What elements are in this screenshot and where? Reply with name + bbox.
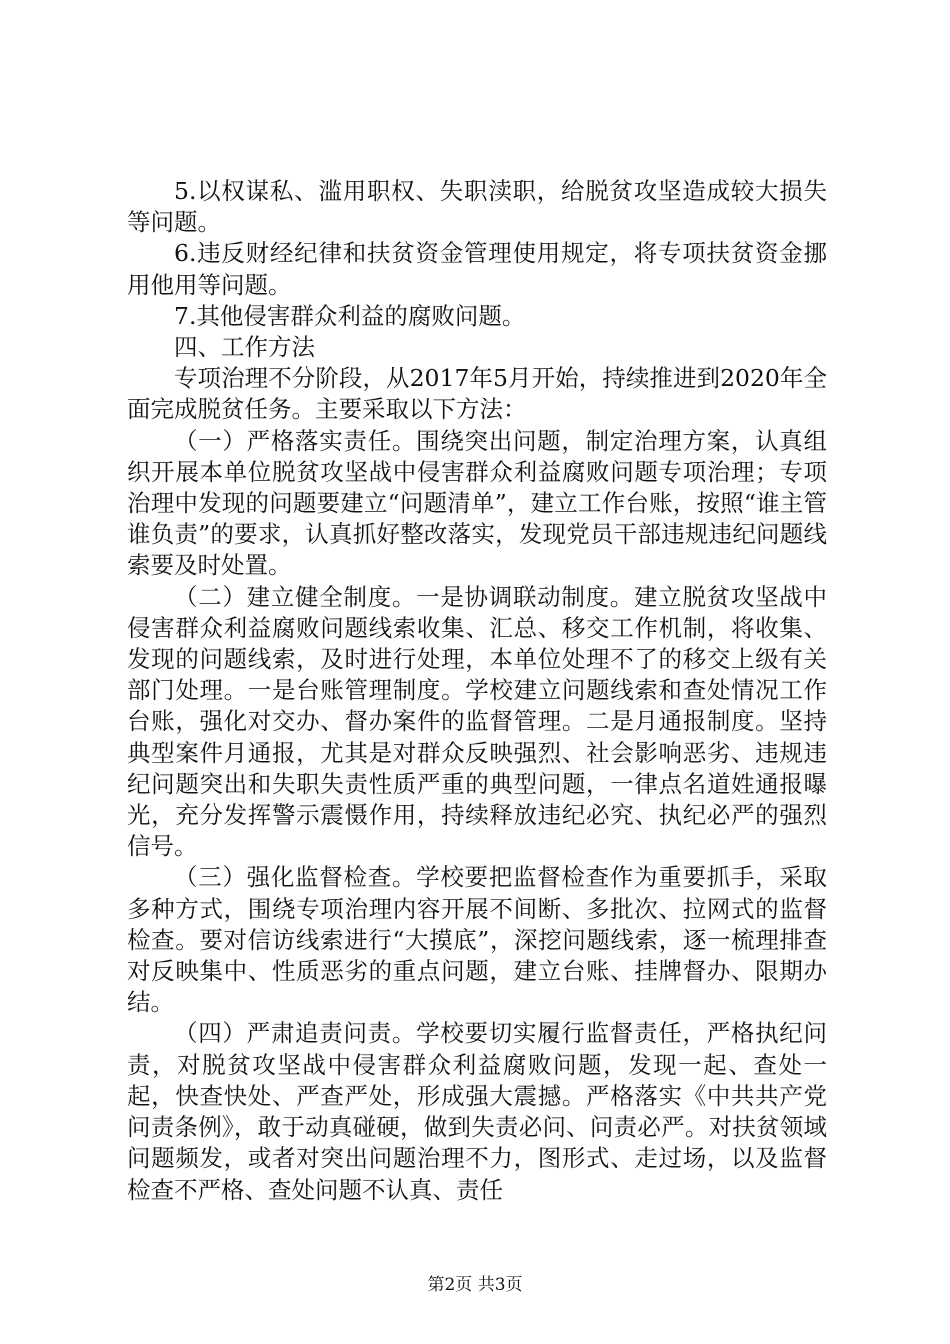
method-paragraph-4: （四）严肃追责问责。学校要切实履行监督责任，严格执纪问责，对脱贫攻坚战中侵害群众利益腐败问题，发现一起、查处一起，快查快处、严查严处，形成强大震撼。严格落实《中共共产党问责条例》，敢于动真碰硬，做到失责必问、问责必严。对扶贫领域问题频发，或者对突出问题治理不力，图形式、走过场，以及监督检查不严格、查处问题不认真、责任 <box>127 1019 827 1204</box>
document-body <box>127 176 827 1206</box>
list-item-5: 5.以权谋私、滥用职权、失职渎职，给脱贫攻坚造成较大损失等问题。 <box>127 177 827 237</box>
method-paragraph-1: （一）严格落实责任。围绕突出问题，制定治理方案，认真组织开展本单位脱贫攻坚战中侵害群众利益腐败问题专项治理；专项治理中发现的问题要建立“问题清单”，建立工作台账，按照“谁主管谁负责”的要求，认真抓好整改落实，发现党员干部违规违纪问题线索要及时处置。 <box>127 426 827 580</box>
method-paragraph-2: （二）建立健全制度。一是协调联动制度。建立脱贫攻坚战中侵害群众利益腐败问题线索收集、汇总、移交工作机制，将收集、发现的问题线索，及时进行处理，本单位处理不了的移交上级有关部门处理。一是台账管理制度。学校建立问题线索和查处情况工作台账，强化对交办、督办案件的监督管理。二是月通报制度。坚持典型案件月通报，尤其是对群众反映强烈、社会影响恶劣、违规违纪问题突出和失职失责性质严重的典型问题，一律点名道姓通报曝光，充分发挥警示震慑作用，持续释放违纪必究、执纪必严的强烈信号。 <box>127 582 827 861</box>
list-item-7: 7.其他侵害群众利益的腐败问题。 <box>174 301 526 330</box>
section-heading: 四、工作方法 <box>174 333 315 362</box>
list-item-6: 6.违反财经纪律和扶贫资金管理使用规定，将专项扶贫资金挪用他用等问题。 <box>127 239 827 299</box>
method-paragraph-3: （三）强化监督检查。学校要把监督检查作为重要抓手，采取多种方式，围绕专项治理内容开展不间断、多批次、拉网式的监督检查。要对信访线索进行“大摸底”，深挖问题线索，逐一梳理排查对反映集中、性质恶劣的重点问题，建立台账、挂牌督办、限期办结。 <box>127 863 827 1017</box>
section-intro: 专项治理不分阶段，从2017年5月开始，持续推进到2020年全面完成脱贫任务。主要采取以下方法： <box>127 364 827 424</box>
page-number: 第2页 共3页 <box>427 1275 523 1295</box>
